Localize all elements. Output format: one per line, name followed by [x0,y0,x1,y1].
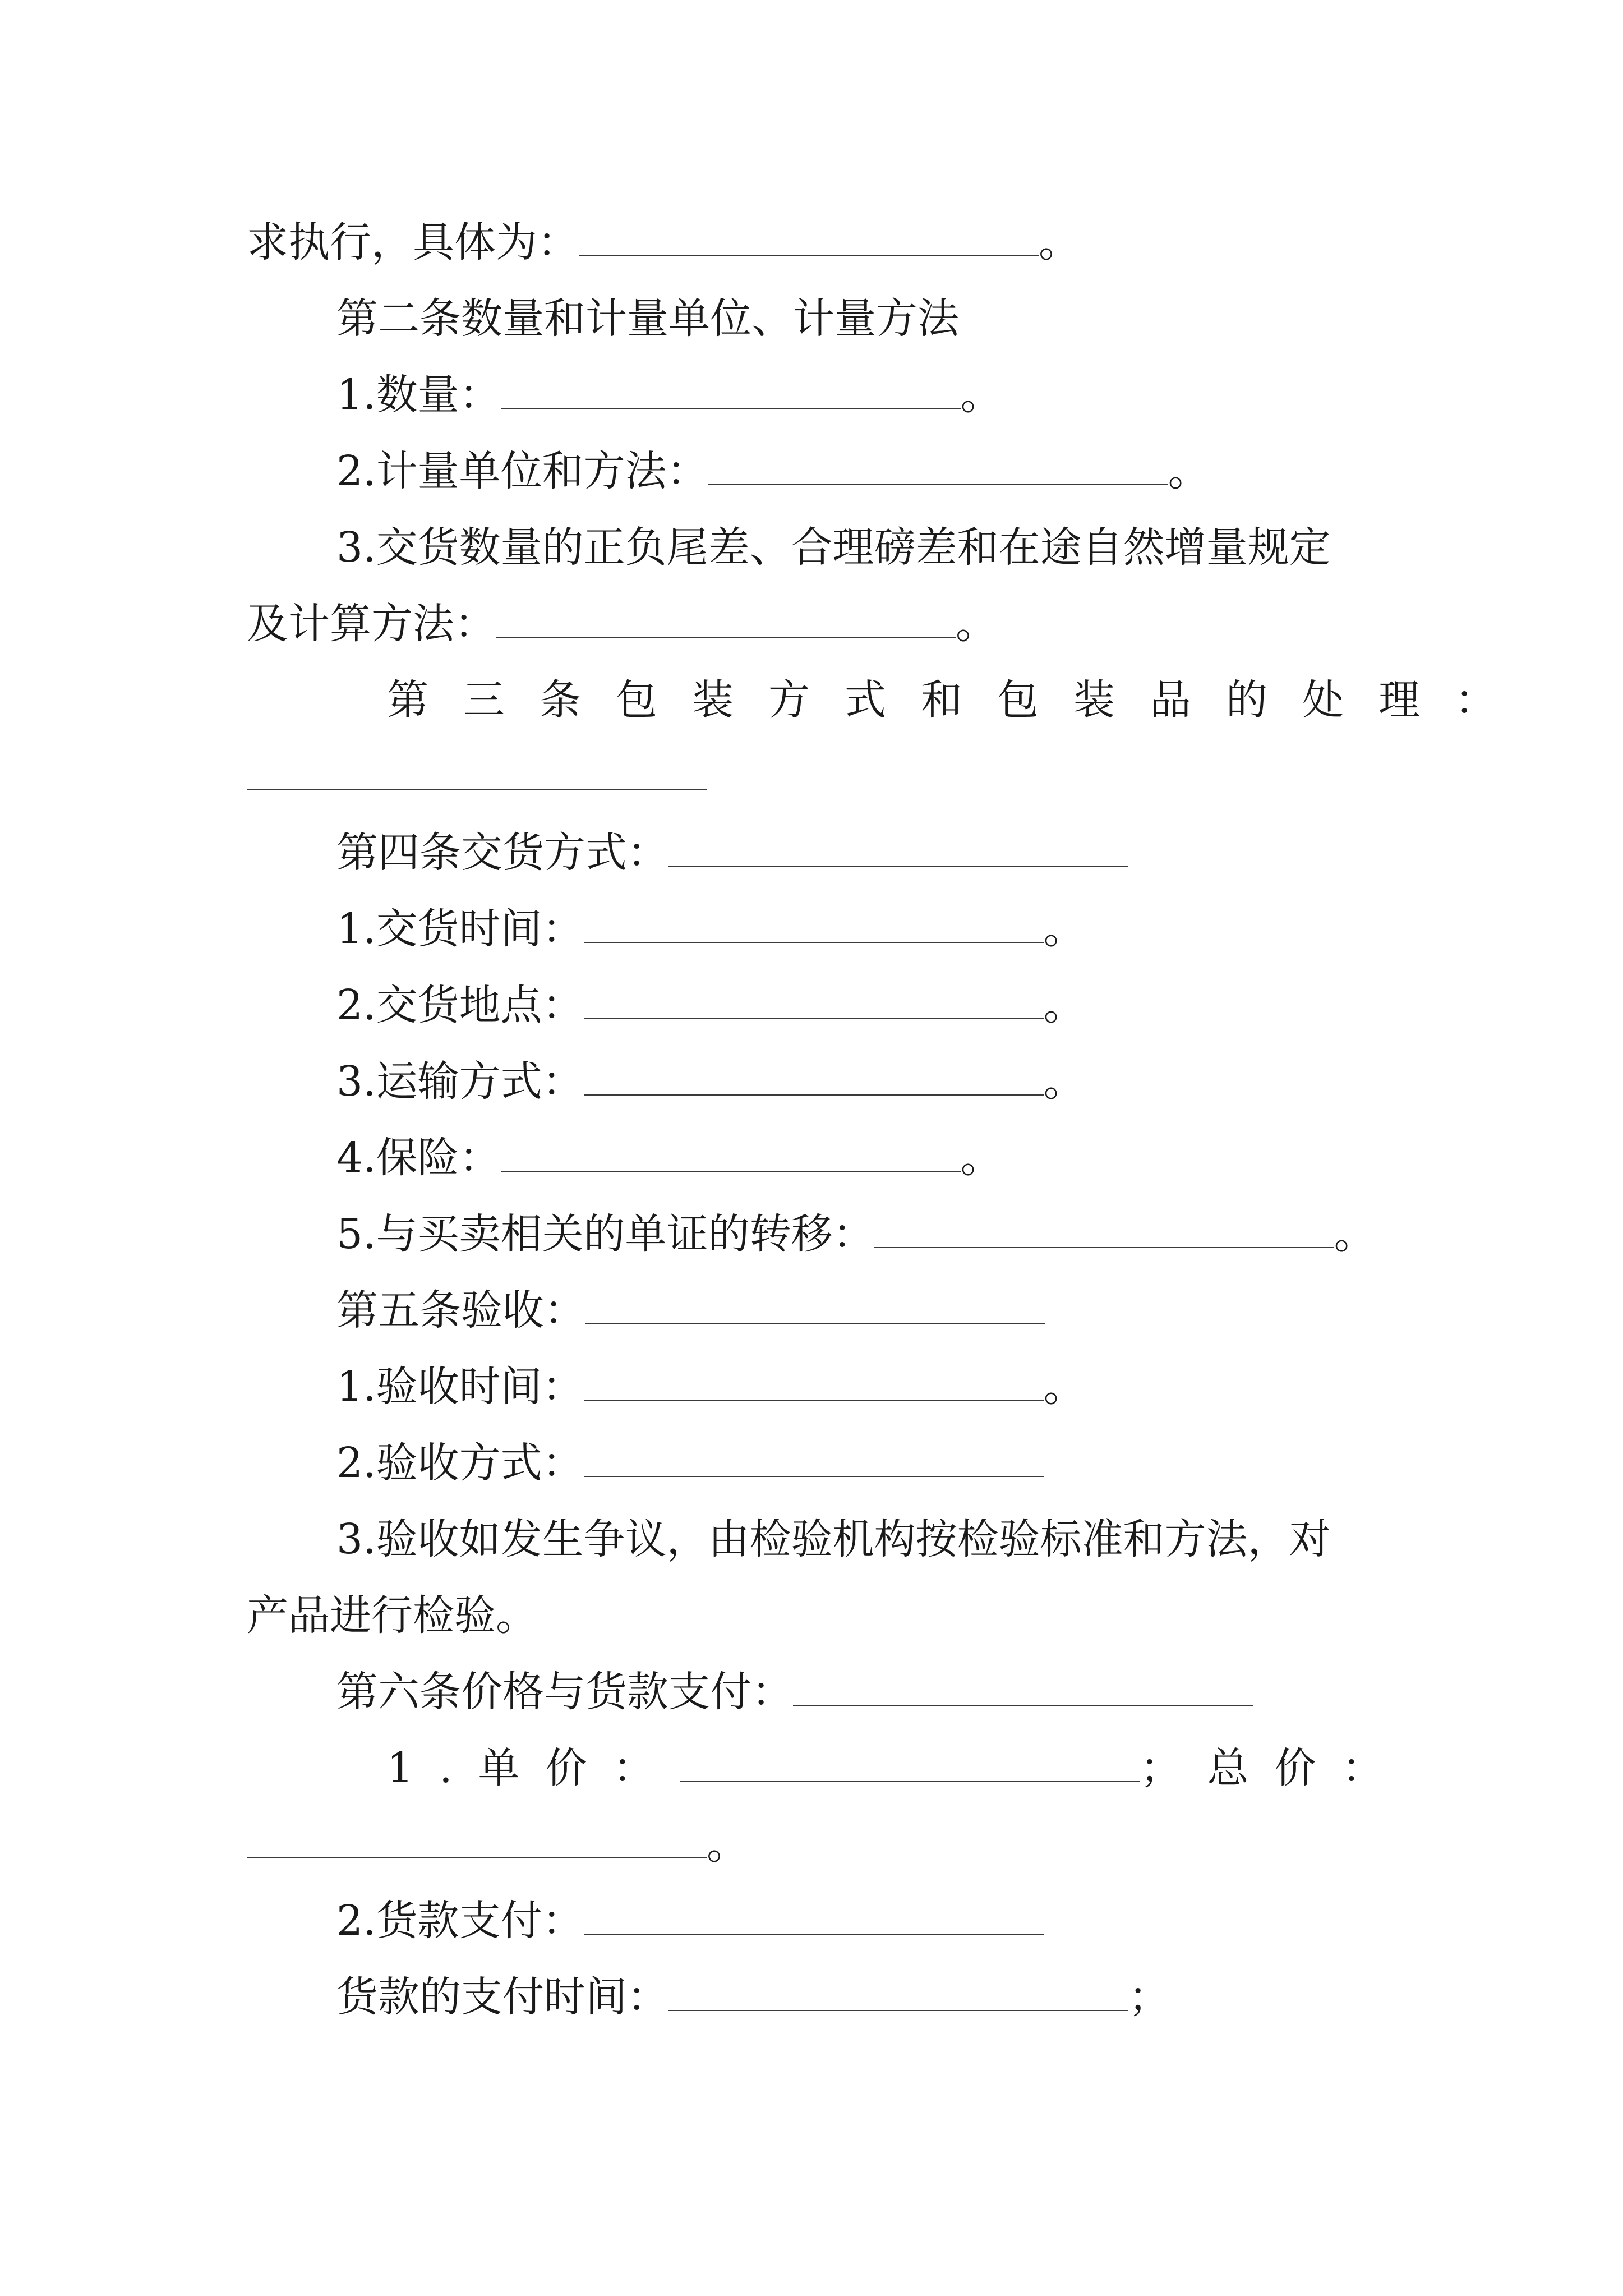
line-price: 1.单价： ；总价： [387,1744,1409,1792]
fill-blank[interactable] [501,1162,961,1172]
fill-blank[interactable] [668,2001,1128,2011]
fill-blank[interactable] [501,399,961,409]
fill-blank[interactable] [793,1696,1253,1706]
line-total-blank: 。 [247,1818,748,1871]
line-delivery-time: 1.交货时间： 。 [336,905,1085,953]
article-4-heading: 第四条交货方式： [336,826,1128,880]
line-tolerance: 3.交货数量的正负尾差、合理磅差和在途自然增量规定 [336,523,1331,572]
line-packaging-blank [247,749,707,803]
fill-blank[interactable] [584,1925,1044,1935]
line-insurance: 4.保险： 。 [336,1134,1002,1182]
fill-blank[interactable] [584,1391,1044,1401]
line-payment-time: 货款的支付时间： ； [336,1973,1170,2021]
line-transport: 3.运输方式： 。 [336,1057,1085,1106]
line-requirement: 求执行，具体为： 。 [247,218,1080,266]
line-delivery-place: 2.交货地点： 。 [336,981,1085,1029]
fill-blank[interactable] [668,857,1128,867]
line-calculation: 及计算方法： 。 [247,600,997,648]
line-documents: 5.与买卖相关的单证的转移： 。 [336,1210,1376,1258]
fill-blank[interactable] [247,1849,707,1858]
fill-blank[interactable] [680,1773,1140,1782]
line-dispute: 3.验收如发生争议，由检验机构按检验标准和方法，对 [336,1515,1331,1563]
fill-blank[interactable] [584,933,1044,943]
line-inspection-method: 2.验收方式： [336,1436,1044,1490]
line-quantity: 1.数量： 。 [336,371,1002,419]
line-inspection-time: 1.验收时间： 。 [336,1363,1085,1411]
line-dispute-cont: 产品进行检验。 [247,1591,537,1640]
fill-blank[interactable] [585,1315,1045,1324]
article-5-heading: 第五条验收： [336,1283,1045,1337]
fill-blank[interactable] [247,781,707,790]
fill-blank[interactable] [584,1010,1044,1019]
fill-blank[interactable] [874,1239,1334,1248]
fill-blank[interactable] [708,476,1168,485]
article-2-heading: 第二条数量和计量单位、计量方法 [336,295,959,343]
article-6-heading: 第六条价格与货款支付： [336,1665,1253,1719]
fill-blank[interactable] [584,1086,1044,1096]
fill-blank[interactable] [579,247,1039,256]
article-3-heading: 第三条包装方式和包装品的处理： [387,676,1531,724]
line-payment: 2.货款支付： [336,1894,1044,1948]
fill-blank[interactable] [496,628,956,638]
fill-blank[interactable] [584,1467,1044,1477]
line-unit-method: 2.计量单位和方法： 。 [336,447,1210,495]
